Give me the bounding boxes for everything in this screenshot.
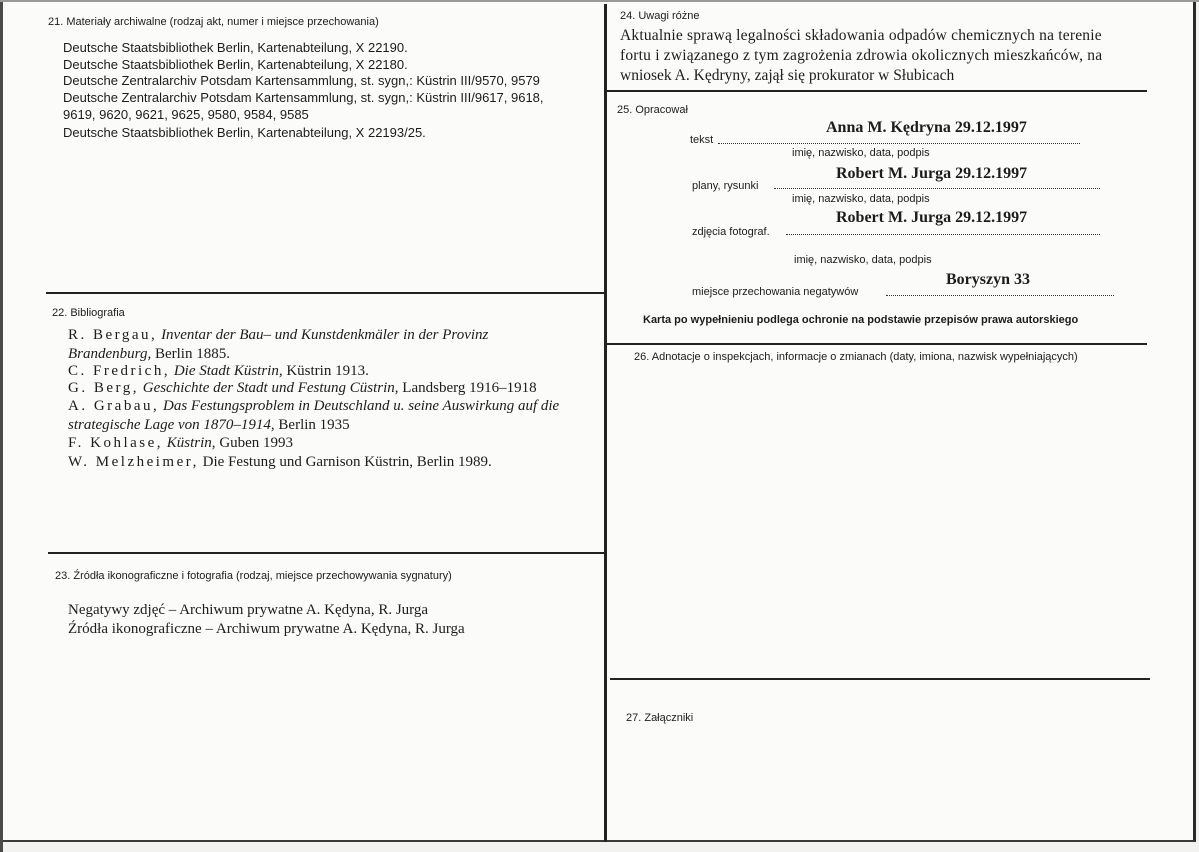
copyright-notice: Karta po wypełnieniu podlega ochronie na podstawie przepisów prawa autorskiego <box>643 314 1079 326</box>
bib-title: strategische Lage von 1870–1914, <box>68 417 275 433</box>
remarks-line: wniosek A. Kędryny, zajął się prokurator w Słubicach <box>620 67 955 84</box>
section-27-label: 27. Załączniki <box>626 712 694 724</box>
bib-author: F. Kohlase, <box>68 435 164 451</box>
text-author-value: Anna M. Kędryna 29.12.1997 <box>826 119 1027 136</box>
bib-author: W. Melzheimer, <box>68 454 199 470</box>
archival-line: 9619, 9620, 9621, 9625, 9580, 9584, 9585 <box>63 107 309 122</box>
section-23-label: 23. Źródła ikonograficzne i fotografia (rodzaj, miejsce przechowywania sygnatury) <box>55 570 452 582</box>
bib-title: Die Stadt Küstrin, <box>173 363 283 379</box>
bibliography-entry <box>68 326 488 344</box>
negatives-location-value: Boryszyn 33 <box>946 271 1030 288</box>
archival-line: Deutsche Staatsbibliothek Berlin, Kartenabteilung, X 22193/25. <box>63 125 426 140</box>
bibliography-entry <box>68 453 492 471</box>
text-author-label: tekst <box>690 134 714 146</box>
divider-21-22 <box>46 292 605 294</box>
signature-caption: imię, nazwisko, data, podpis <box>792 193 930 205</box>
remarks-line: Aktualnie sprawą legalności składowania odpadów chemicznych na terenie <box>620 27 1102 44</box>
bib-title: Küstrin, <box>166 435 216 451</box>
bib-publication: Küstrin 1913. <box>286 363 369 379</box>
bib-author: A. Grabau, <box>68 398 160 414</box>
column-divider <box>604 4 607 842</box>
bib-title: Das Festungsproblem in Deutschland u. seine Auswirkung auf die <box>162 398 560 414</box>
iconographic-line: Źródła ikonograficzne – Archiwum prywatne A. Kędyna, R. Jurga <box>68 621 465 637</box>
bibliography-entry-cont <box>68 345 230 363</box>
bib-publication: Landsberg 1916–1918 <box>402 380 537 396</box>
divider-25-26 <box>607 343 1147 345</box>
copyright-notice-wrap <box>643 314 1148 326</box>
bibliography-entry <box>68 379 537 397</box>
bib-author: G. Berg, <box>68 380 139 396</box>
text-author-dotted-line <box>718 143 1080 144</box>
divider-26-27 <box>610 678 1150 680</box>
archival-line: Deutsche Staatsbibliothek Berlin, Kartenabteilung, X 22180. <box>63 57 408 72</box>
section-21-label: 21. Materiały archiwalne (rodzaj akt, numer i miejsce przechowania) <box>48 16 379 28</box>
signature-caption: imię, nazwisko, data, podpis <box>794 254 932 266</box>
divider-22-23 <box>48 552 605 554</box>
scan-edge-left <box>0 0 3 852</box>
bib-author: R. Bergau, <box>68 327 158 343</box>
bibliography-entry <box>68 397 559 415</box>
section-26-label: 26. Adnotacje o inspekcjach, informacje o zmianach (daty, imiona, nazwisk wypełniających) <box>634 351 1078 363</box>
archival-line: Deutsche Zentralarchiv Potsdam Kartensammlung, st. sygn,: Küstrin III/9617, 9618, <box>63 90 544 105</box>
bib-title: Inventar der Bau– und Kunstdenkmäler in der Provinz <box>161 327 489 343</box>
bib-publication: Die Festung und Garnison Küstrin, Berlin 1989. <box>202 454 492 470</box>
section-25-label: 25. Opracował <box>617 104 688 116</box>
bib-title: Brandenburg, <box>68 346 152 362</box>
negatives-location-dotted-line <box>886 295 1114 296</box>
drawings-author-label: plany, rysunki <box>692 180 759 192</box>
archival-line: Deutsche Staatsbibliothek Berlin, Kartenabteilung, X 22190. <box>63 40 408 55</box>
iconographic-line: Negatywy zdjęć – Archiwum prywatne A. Kędyna, R. Jurga <box>68 602 429 618</box>
photo-author-dotted-line <box>786 234 1100 235</box>
section-22-label: 22. Bibliografia <box>52 307 125 319</box>
signature-caption: imię, nazwisko, data, podpis <box>792 147 930 159</box>
section-24-label: 24. Uwagi różne <box>620 10 700 22</box>
bib-publication: Berlin 1885. <box>154 346 230 362</box>
divider-24-25 <box>607 90 1147 92</box>
photo-author-label: zdjęcia fotograf. <box>692 226 770 238</box>
photo-author-value: Robert M. Jurga 29.12.1997 <box>836 209 1028 226</box>
bibliography-entry <box>68 434 293 452</box>
bib-publication: Berlin 1935 <box>278 417 350 433</box>
drawings-author-value: Robert M. Jurga 29.12.1997 <box>836 165 1028 182</box>
remarks-line: fortu i związanego z tym zagrożenia zdrowia okolicznych mieszkańców, na <box>620 47 1103 64</box>
archival-line: Deutsche Zentralarchiv Potsdam Kartensammlung, st. sygn,: Küstrin III/9570, 9579 <box>63 73 540 88</box>
bibliography-entry-cont <box>68 416 350 434</box>
bib-publication: Guben 1993 <box>219 435 294 451</box>
bib-author: C. Fredrich, <box>68 363 171 379</box>
scan-edge-top <box>0 0 1199 2</box>
negatives-location-label: miejsce przechowania negatywów <box>692 286 859 298</box>
drawings-author-dotted-line <box>774 188 1100 189</box>
bibliography-entry <box>68 362 369 380</box>
bib-title: Geschichte der Stadt und Festung Cüstrin, <box>142 380 399 396</box>
